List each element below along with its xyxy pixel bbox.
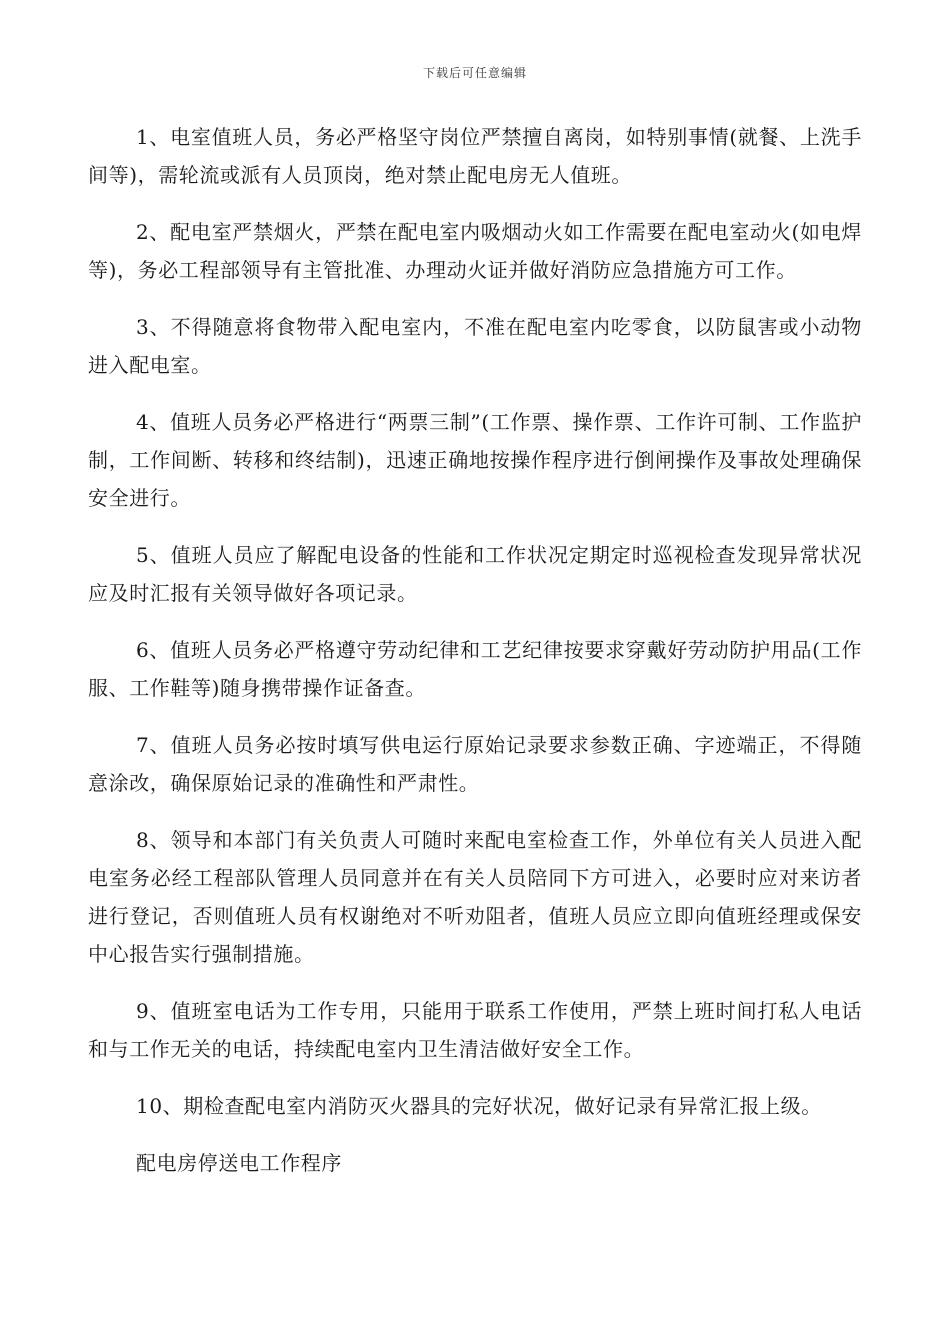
paragraph-7: 7、值班人员务必按时填写供电运行原始记录要求参数正确、字迹端正，不得随意涂改，确保原始记录的准确性和严肃性。	[88, 733, 862, 795]
paragraph-6: 6、值班人员务必严格遵守劳动纪律和工艺纪律按要求穿戴好劳动防护用品(工作服、工作鞋等)随身携带操作证备查。	[88, 638, 862, 700]
paragraph-8: 8、领导和本部门有关负责人可随时来配电室检查工作，外单位有关人员进入配电室务必经工程部队管理人员同意并在有关人员陪同下方可进入，必要时应对来访者进行登记，否则值班人员有权谢绝对不听劝阻者，值班人员应立即向值班经理或保安中心报告实行强制措施。	[88, 828, 862, 966]
page-header-note: 下载后可任意编辑	[422, 66, 527, 80]
section-heading: 配电房停送电工作程序	[136, 1151, 342, 1175]
paragraph-4: 4、值班人员务必严格进行“两票三制”(工作票、操作票、工作许可制、工作监护制，工作间断、转移和终结制)，迅速正确地按操作程序进行倒闸操作及事故处理确保安全进行。	[88, 410, 862, 510]
paragraph-9: 9、值班室电话为工作专用，只能用于联系工作使用，严禁上班时间打私人电话和与工作无关的电话，持续配电室内卫生清洁做好安全工作。	[88, 999, 862, 1061]
document-body	[88, 118, 862, 1201]
paragraph-5: 5、值班人员应了解配电设备的性能和工作状况定期定时巡视检查发现异常状况应及时汇报有关领导做好各项记录。	[88, 543, 862, 605]
paragraph-10: 10、期检查配电室内消防灭火器具的完好状况，做好记录有异常汇报上级。	[136, 1094, 822, 1118]
paragraph-3: 3、不得随意将食物带入配电室内，不准在配电室内吃零食，以防鼠害或小动物进入配电室。	[88, 315, 862, 377]
paragraph-2: 2、配电室严禁烟火，严禁在配电室内吸烟动火如工作需要在配电室动火(如电焊等)，务必工程部领导有主管批准、办理动火证并做好消防应急措施方可工作。	[88, 220, 862, 282]
paragraph-1: 1、电室值班人员，务必严格坚守岗位严禁擅自离岗，如特别事情(就餐、上洗手间等)，需轮流或派有人员顶岗，绝对禁止配电房无人值班。	[88, 125, 862, 187]
